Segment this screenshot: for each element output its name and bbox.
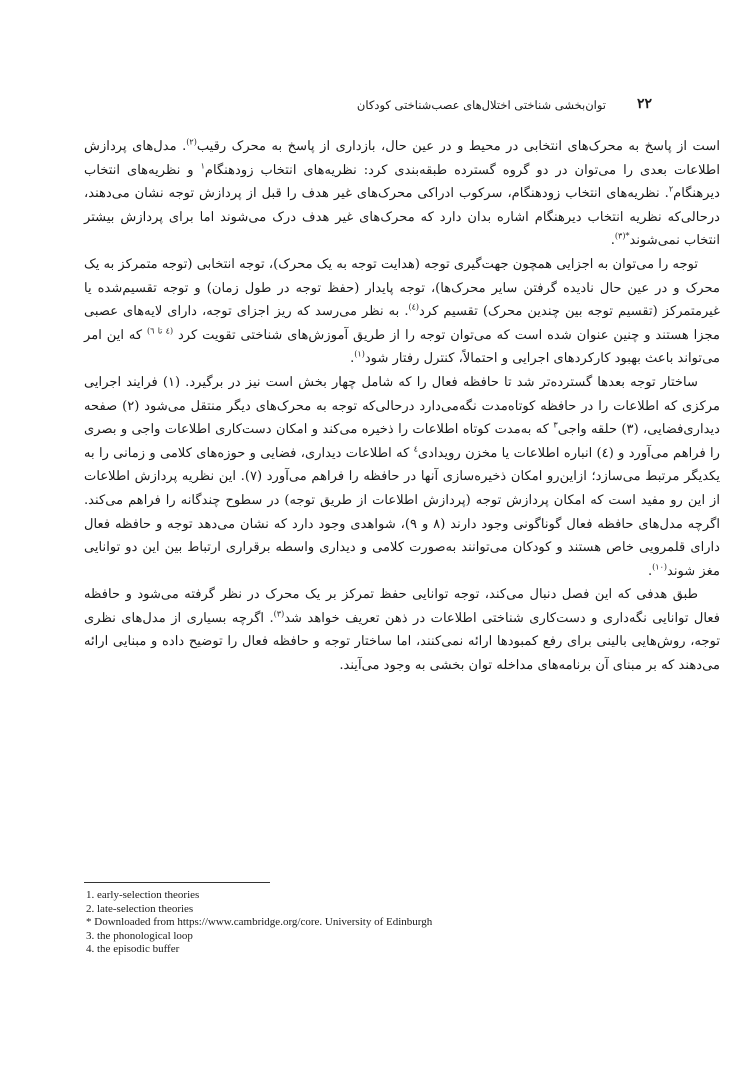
paragraph-text: طبق هدفی که این فصل دنبال می‌کند، توجه توانایی حفظ تمرکز بر یک محرک در نظر گرفته می‌شود و حافظه فعال توانایی نگه‌داری و دست‌کاری شناختی اطلاعات در ذهن تعریف خواهد شد	[84, 587, 720, 626]
footnote: 3. the phonological loop	[86, 929, 193, 942]
paragraph-text: . اگرچه بسیاری از مدل‌های نظری توجه، روش‌هایی بالینی برای رفع کمبودها ارائه نمی‌کنند، اما ساختار توجه و حافظه فعال را توضیح داده و مبنایی ارائه می‌دهند که بر مبنای آن برنامه‌های مداخله توان بخشی به وجود می‌آیند.	[84, 610, 720, 674]
paragraph-text: ساختار توجه بعدها گسترده‌تر شد تا حافظه فعال را که شامل چهار بخش است نیز در برگیرد. (۱) فرایند اجرایی مرکزی که اطلاعات را در حافظه کوتاه‌مدت نگه‌می‌دارد درحالی‌که توجه به محرک‌های دیگر منتقل می‌شود (۲) صفحه دیداری‌فضایی، (۳) حلقه واجی	[84, 374, 721, 438]
paragraph-text: .	[648, 563, 653, 579]
running-title: توان‌بخشی شناختی اختلال‌های عصب‌شناختی کودکان	[356, 98, 606, 112]
paragraph-text: .	[610, 233, 615, 249]
reference-marker: (۱۰)	[652, 562, 668, 572]
reference-marker: ۱	[200, 161, 205, 171]
footnote: 2. late-selection theories	[86, 902, 194, 915]
paragraph	[84, 371, 720, 583]
footnote: 4. the episodic buffer	[86, 943, 180, 955]
footnote: * Downloaded from https://www.cambridge.org/core. University of Edinburgh	[86, 916, 433, 928]
reference-marker: (۲)	[186, 137, 197, 147]
paragraph-text: . به نظر می‌رسد که ریز اجزای توجه، دارای لایه‌های عصبی مجزا هستند و چنین عنوان شده است که می‌توان توجه را از طریق آموزش‌های شناختی تقویت کرد	[84, 304, 720, 343]
footnote: 1. early-selection theories	[86, 889, 200, 901]
paragraph-text: . مدل‌های پردازش اطلاعات بعدی را می‌توان در دو گروه گسترده طبقه‌بندی کرد: نظریه‌های انتخاب زودهنگام	[84, 139, 720, 178]
reference-marker: ۳	[553, 420, 558, 430]
reference-marker: (٤ تا ٦)	[147, 326, 174, 336]
body-text	[84, 135, 720, 678]
footnote-divider	[84, 882, 270, 883]
footnotes	[86, 889, 686, 957]
page-header	[60, 96, 652, 118]
paragraph-text: که اطلاعات دیداری، فضایی و حوزه‌های کلامی و زمانی را به یکدیگر مرتبط می‌سازد؛ ازاین‌رو امکان ذخیره‌سازی آنها در حافظه را فراهم می‌آورد (۷). این نظریه پردازش اطلاعات از این رو مفید است که امکان پردازش توجه (پردازش اطلاعات از طریق توجه) در سطوح چندگانه را فراهم می‌کند. اگرچه مدل‌های حافظه فعال گوناگونی وجود دارند (۸ و ۹)، شواهدی وجود دارد که نشان می‌دهد توجه و حافظه فعال دارای قلمرویی خاص هستند و کودکان می‌توانند به‌صورت کلامی و دیداری واسطه برقراری ارتباط بین این دو توانایی مغز شوند	[84, 445, 721, 579]
reference-marker: *(۳)	[614, 232, 630, 242]
reference-marker: (٤)	[408, 302, 420, 312]
paragraph-text: .	[350, 351, 355, 367]
paragraph-text: است از پاسخ به محرک‌های انتخابی در محیط و در عین حال، بازداری از پاسخ به محرک رقیب	[196, 139, 720, 154]
paragraph	[84, 135, 720, 253]
paragraph	[84, 253, 720, 371]
paragraph-text: که به‌مدت کوتاه اطلاعات را ذخیره می‌کند و امکان دست‌کاری اطلاعات واجی و بصری را فراهم می‌آورد و (٤) انباره اطلاعات یا مخزن رویدادی	[84, 422, 721, 461]
paragraph-text: . نظریه‌های انتخاب زودهنگام، سرکوب ادراکی محرک‌های غیر هدف را قبل از پردازش توجه نشان می‌دهند، درحالی‌که نظریه انتخاب دیرهنگام اشاره بدان دارد که محرک‌های غیر هدف درک می‌شوند اما برای پردازش بیشتر انتخاب نمی‌شوند	[84, 186, 720, 249]
reference-marker: ٤	[413, 444, 418, 454]
reference-marker: (۳)	[273, 609, 285, 619]
paragraph-text: و نظریه‌های انتخاب دیرهنگام	[84, 162, 720, 202]
paragraph-text: توجه را می‌توان به اجزایی همچون جهت‌گیری توجه (هدایت توجه به یک محرک)، توجه انتخابی (توجه متمرکز به یک محرک و در عین حال نادیده گرفتن سایر محرک‌ها)، توجه پایدار (حفظ توجه در طول زمان) و توجه تقسیم‌شده یا غیرمتمرکز (تقسیم توجه بین چندین محرک) تقسیم کرد	[84, 256, 720, 320]
paragraph	[84, 583, 720, 677]
reference-marker: ۲	[668, 184, 674, 194]
paragraph-text: که این امر می‌تواند باعث بهبود کارکردهای اجرایی و احتمالاً، کنترل رفتار شود	[84, 327, 720, 367]
page-number: ۲۲	[636, 96, 652, 112]
reference-marker: (۱)	[354, 349, 365, 359]
